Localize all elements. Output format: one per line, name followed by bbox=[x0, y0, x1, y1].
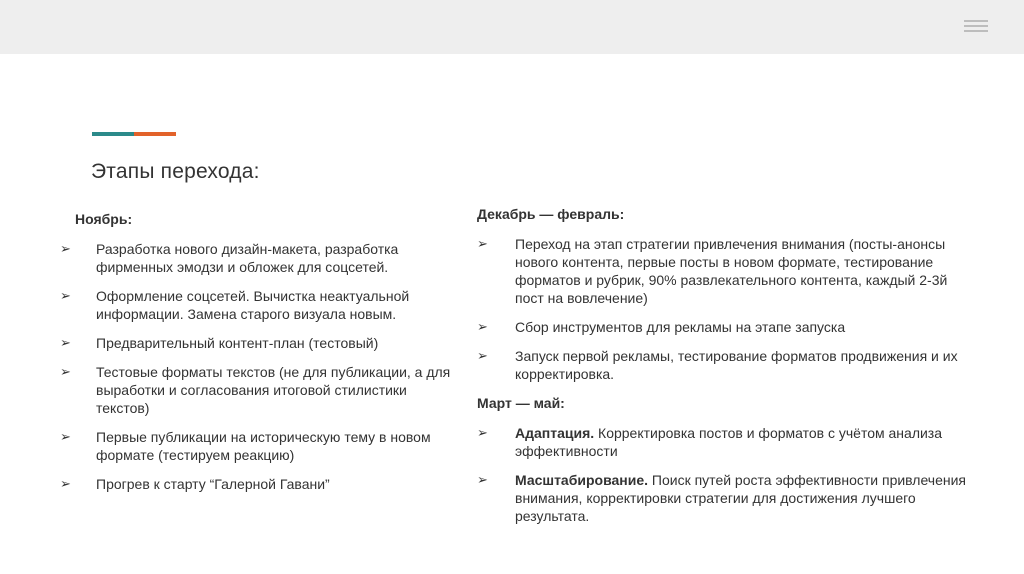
list-item-text: Поиск путей роста эффективности привлечения внимания, корректировки стратегии для достижения лучшего результата. bbox=[515, 472, 967, 524]
list-item-text: Переход на этап стратегии привлечения внимания (посты-анонсы нового контента, первые посты в новом формате, тестирование форматов и рубрик, 90% развлекательного контента, каждый 2-3й пост на вовлечение) bbox=[515, 236, 948, 306]
list-item bbox=[477, 235, 977, 307]
arrow-bullet-icon: ➢ bbox=[60, 335, 71, 350]
title-accent-line bbox=[92, 132, 176, 136]
page-title: Этапы перехода: bbox=[91, 160, 260, 183]
accent-orange-segment bbox=[134, 132, 176, 136]
november-column bbox=[60, 210, 460, 504]
list-item bbox=[60, 363, 460, 417]
accent-teal-segment bbox=[92, 132, 134, 136]
arrow-bullet-icon: ➢ bbox=[60, 364, 71, 379]
arrow-bullet-icon: ➢ bbox=[60, 429, 71, 444]
list-item-bold: Адаптация. bbox=[515, 425, 595, 441]
arrow-bullet-icon: ➢ bbox=[477, 472, 488, 487]
list-item-text: Первые публикации на историческую тему в новом формате (тестируем реакцию) bbox=[96, 429, 431, 463]
list-item-text: Оформление соцсетей. Вычистка неактуальной информации. Замена старого визуала новым. bbox=[96, 288, 410, 322]
dec-feb-heading: Декабрь — февраль: bbox=[477, 206, 625, 222]
list-item-text: Запуск первой рекламы, тестирование форматов продвижения и их корректировка. bbox=[515, 348, 958, 382]
list-item-text: Разработка нового дизайн-макета, разработка фирменных эмодзи и обложек для соцсетей. bbox=[96, 241, 399, 275]
list-item-text: Прогрев к старту “Галерной Гавани” bbox=[96, 476, 330, 492]
arrow-bullet-icon: ➢ bbox=[60, 288, 71, 303]
list-item-text: Предварительный контент-план (тестовый) bbox=[96, 335, 379, 351]
dec-feb-list bbox=[477, 235, 977, 383]
arrow-bullet-icon: ➢ bbox=[60, 241, 71, 256]
dec-may-column bbox=[477, 205, 977, 536]
list-item-bold: Масштабирование. bbox=[515, 472, 649, 488]
list-item-text: Тестовые форматы текстов (не для публикации, а для выработки и согласования итоговой стилистики текстов) bbox=[96, 364, 451, 416]
hamburger-icon[interactable] bbox=[964, 20, 988, 30]
mar-may-heading: Март — май: bbox=[477, 395, 565, 411]
list-item bbox=[60, 334, 460, 352]
list-item bbox=[60, 287, 460, 323]
arrow-bullet-icon: ➢ bbox=[477, 319, 488, 334]
list-item-text: Корректировка постов и форматов с учётом анализа эффективности bbox=[515, 425, 943, 459]
list-item-text: Сбор инструментов для рекламы на этапе запуска bbox=[515, 319, 846, 335]
list-item bbox=[60, 475, 460, 493]
arrow-bullet-icon: ➢ bbox=[60, 476, 71, 491]
mar-may-list bbox=[477, 424, 977, 525]
november-list bbox=[60, 240, 460, 493]
list-item bbox=[60, 428, 460, 464]
list-item bbox=[477, 471, 977, 525]
november-heading: Ноябрь: bbox=[75, 211, 133, 227]
top-bar bbox=[0, 0, 1024, 54]
arrow-bullet-icon: ➢ bbox=[477, 348, 488, 363]
list-item bbox=[60, 240, 460, 276]
arrow-bullet-icon: ➢ bbox=[477, 236, 488, 251]
list-item bbox=[477, 318, 977, 336]
list-item bbox=[477, 424, 977, 460]
arrow-bullet-icon: ➢ bbox=[477, 425, 488, 440]
list-item bbox=[477, 347, 977, 383]
